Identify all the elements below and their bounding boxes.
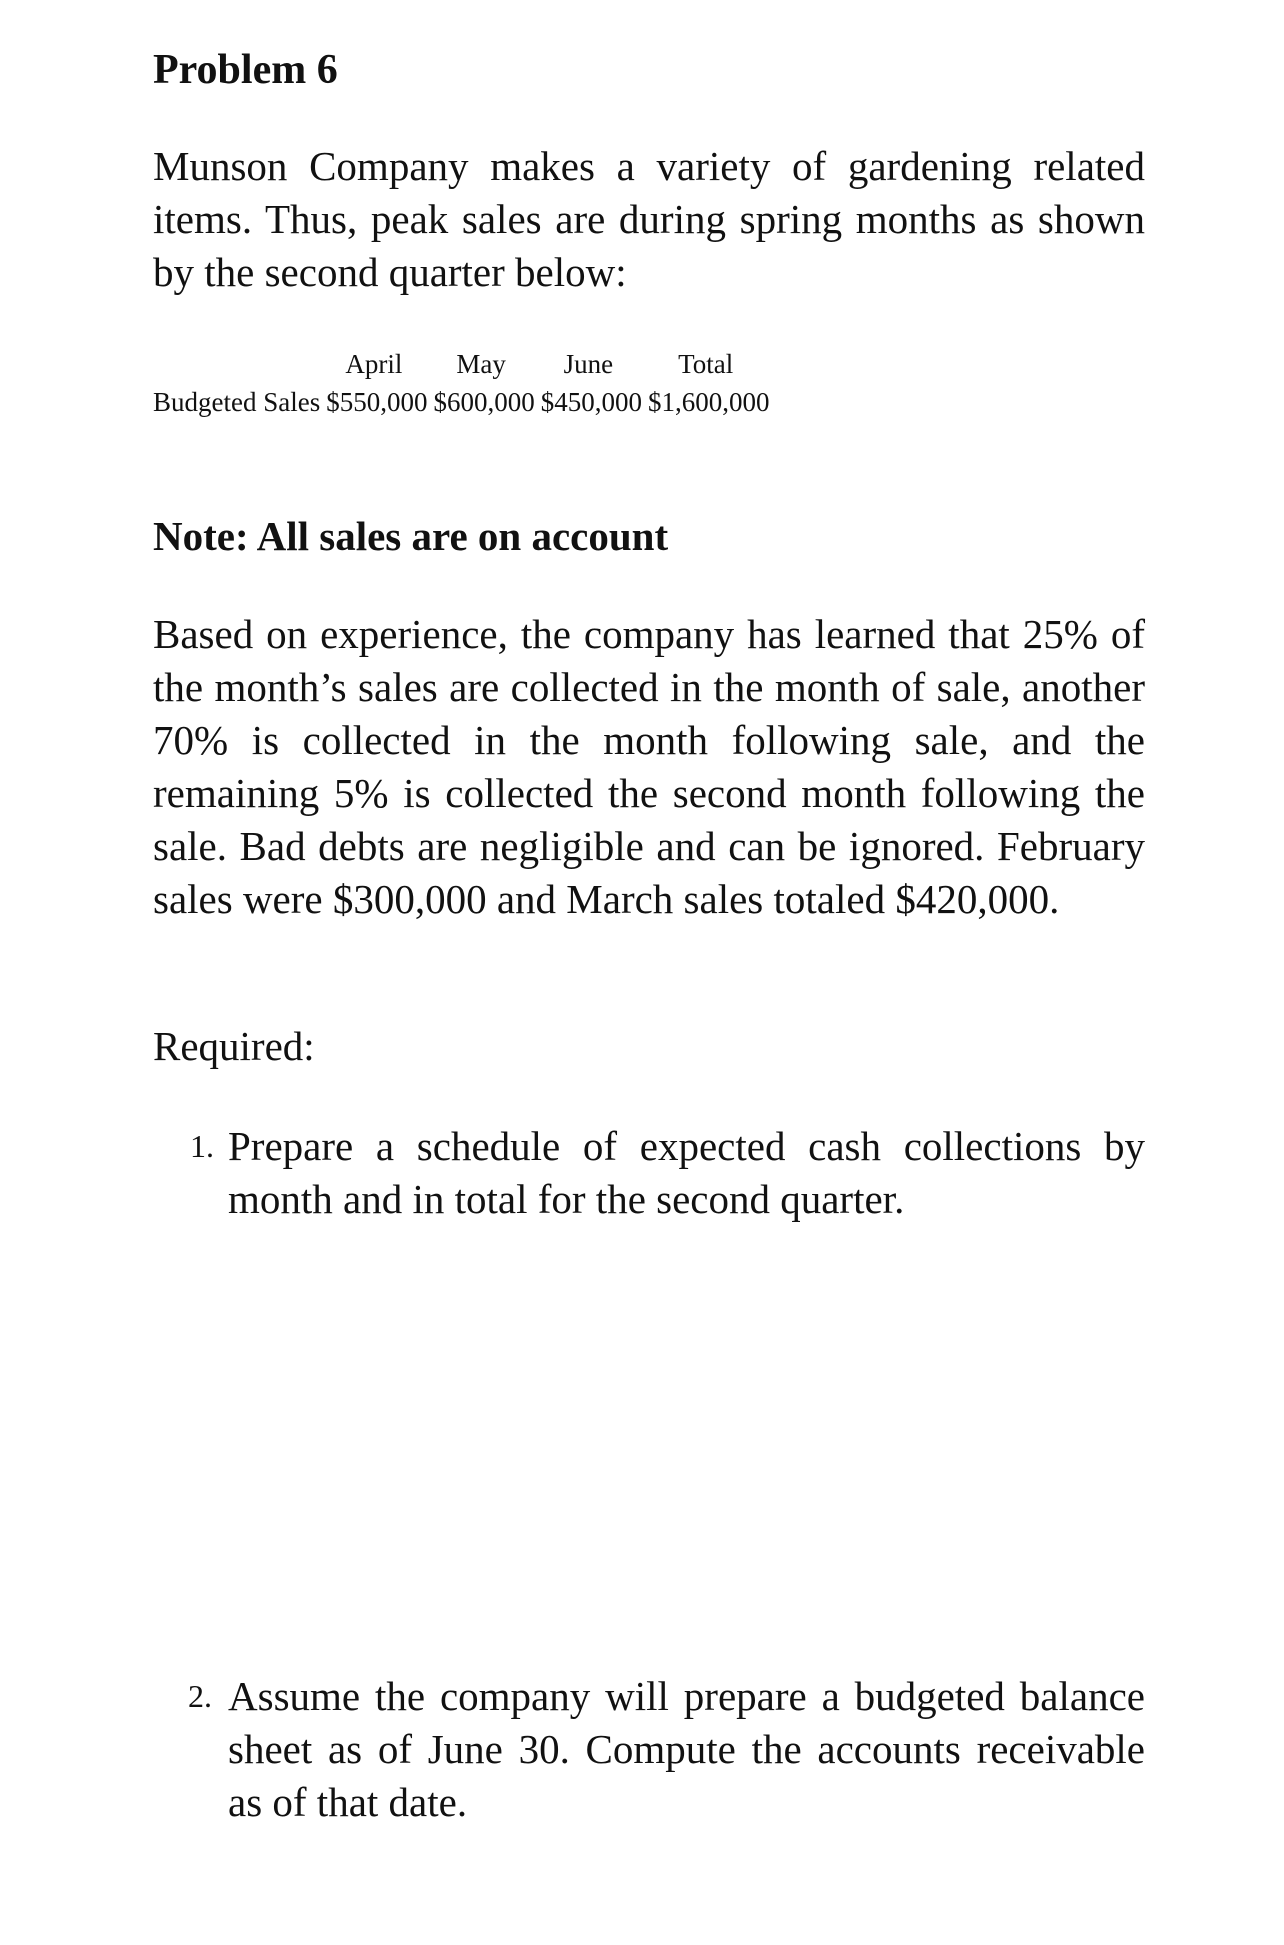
column-header-april: April <box>345 349 403 379</box>
requirement-text: Assume the company will prepare a budgeted balance sheet as of June 30. Compute the accounts receivable as of that date. <box>228 1673 1145 1825</box>
requirement-text: Prepare a schedule of expected cash collections by month and in total for the second quarter. <box>228 1123 1145 1222</box>
april-sales-value: $550,000 <box>326 387 428 417</box>
note-heading: Note: All sales are on account <box>153 513 669 559</box>
experience-paragraph: Based on experience, the company has learned that 25% of the month’s sales are collected in the month of sale, another 70% is collected in the month following sale, and the remaining 5% is collected the second month following the sale. Bad debts are negligible and can be ignored. February sales were $300,000 and March sales totaled $420,000. <box>153 611 1145 922</box>
may-sales-value: $600,000 <box>433 387 535 417</box>
page-title: Problem 6 <box>153 47 338 93</box>
table-row <box>153 383 769 421</box>
total-sales-value: $1,600,000 <box>647 387 770 417</box>
table-header-row <box>153 345 769 383</box>
june-sales-value: $450,000 <box>540 387 642 417</box>
requirement-number: 1. <box>190 1128 214 1164</box>
column-header-june: June <box>563 349 614 379</box>
required-label: Required: <box>153 1023 315 1069</box>
budgeted-sales-table <box>153 345 769 421</box>
intro-paragraph: Munson Company makes a variety of gardening related items. Thus, peak sales are during spring months as shown by the second quarter below: <box>153 143 1145 295</box>
column-header-total: Total <box>678 349 734 379</box>
table-corner-cell <box>153 345 320 383</box>
requirement-number: 2. <box>188 1678 212 1714</box>
row-label: Budgeted Sales <box>153 387 321 417</box>
column-header-may: May <box>456 349 506 379</box>
requirement-item-1 <box>190 1120 1145 1226</box>
requirement-item-2 <box>188 1670 1145 1829</box>
